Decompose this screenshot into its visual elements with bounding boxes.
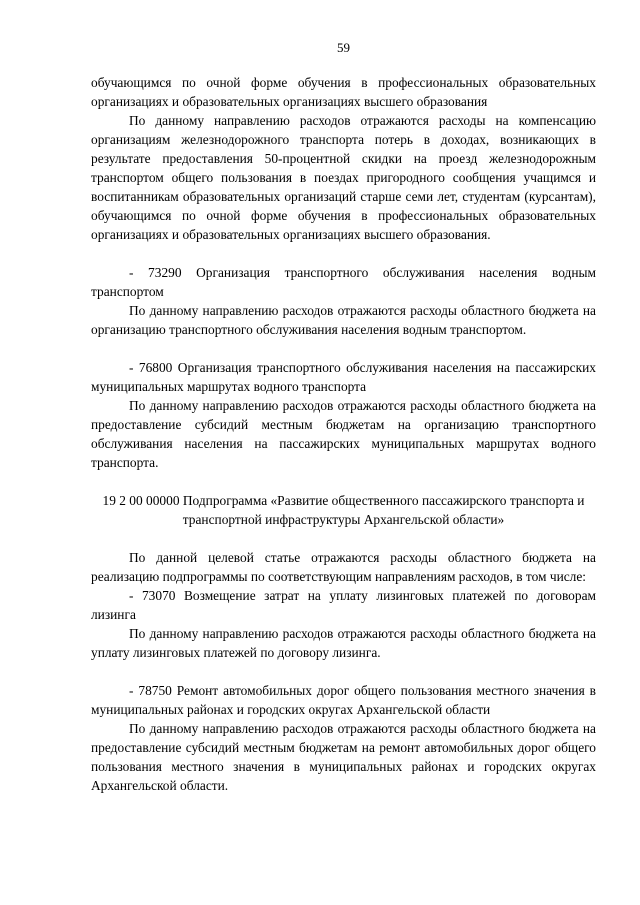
document-page [91,38,596,795]
paragraph: обучающимся по очной форме обучения в профессиональных образовательных организациях и образовательных организациях высшего образования [91,75,596,109]
paragraph: По данному направлению расходов отражаются расходы областного бюджета на предоставление субсидий местным бюджетам на ремонт автомобильных дорог общего пользования местного значения в муниципальных районах и городских округах Архангельской области. [91,721,596,793]
subprogram-heading: 19 2 00 00000 Подпрограмма «Развитие общественного пассажирского транспорта и транспортной инфраструктуры Архангельской области» [102,493,585,527]
paragraph: По данной целевой статье отражаются расходы областного бюджета на реализацию подпрограммы по соответствующим направлениям расходов, в том числе: [91,550,596,584]
expense-item-73290: - 73290 Организация транспортного обслуживания населения водным транспортом [91,265,596,299]
paragraph: По данному направлению расходов отражаются расходы на компенсацию организациям железнодорожного транспорта потерь в доходах, возникающих в результате предоставления 50-процентной скидки на проезд железнодорожным транспортом общего пользования в поездах пригородного сообщения учащимся и воспитанникам образовательных организаций старше семи лет, студентам (курсантам), обучающимся по очной форме обучения в профессиональных образовательных организациях и образовательных организациях высшего образования. [91,113,596,242]
page-number: 59 [337,40,350,55]
paragraph: По данному направлению расходов отражаются расходы областного бюджета на предоставление субсидий местным бюджетам на организацию транспортного обслуживания населения на пассажирских муниципальных маршрутах водного транспорта. [91,398,596,470]
expense-item-78750: - 78750 Ремонт автомобильных дорог общего пользования местного значения в муниципальных районах и городских округах Архангельской области [91,683,596,717]
expense-item-73070: - 73070 Возмещение затрат на уплату лизинговых платежей по договорам лизинга [91,588,596,622]
paragraph: По данному направлению расходов отражаются расходы областного бюджета на уплату лизинговых платежей по договору лизинга. [91,626,596,660]
expense-item-76800: - 76800 Организация транспортного обслуживания населения на пассажирских муниципальных маршрутах водного транспорта [91,360,596,394]
paragraph: По данному направлению расходов отражаются расходы областного бюджета на организацию транспортного обслуживания населения водным транспортом. [91,303,596,337]
